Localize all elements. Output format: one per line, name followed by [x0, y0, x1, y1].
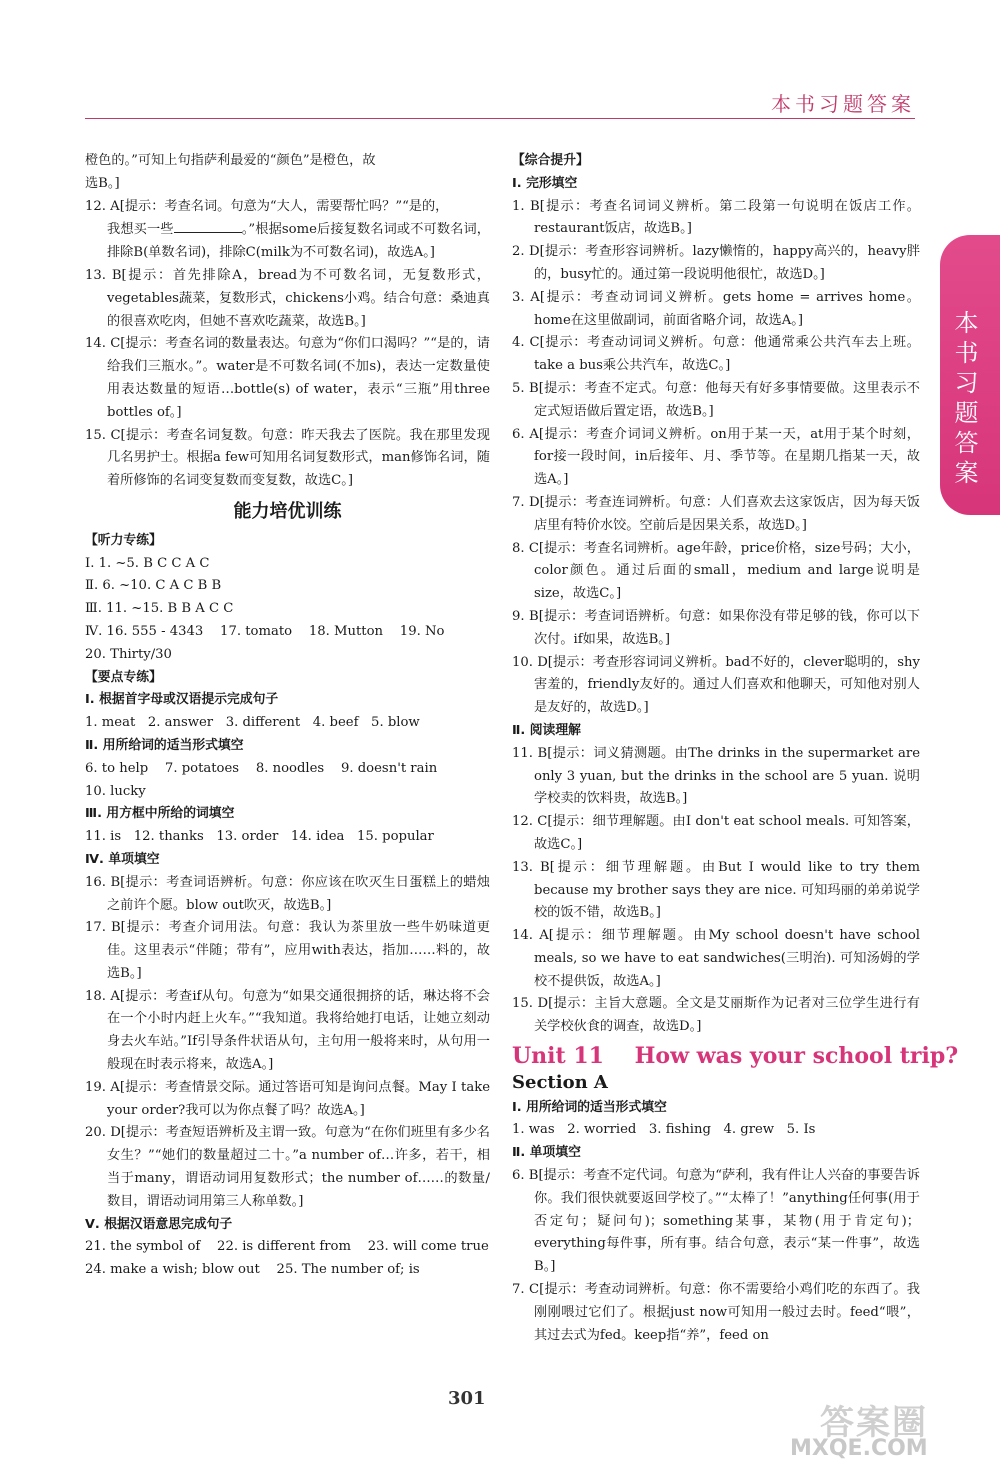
unit-answer-6: 6. B[提示：考查不定代词。句意为“萨利，我有件让人兴奋的事要告诉你。我们很快就要返回学校了。”“太棒了！”anything任何事(用于否定句；疑问句)；something某事，某物(用于肯定句)；everything每件事，所有事。结合句意，表示“某一件事”，故选B。]	[512, 1168, 920, 1275]
key-part-2-heading: Ⅱ. 用所给词的适当形式填空	[85, 737, 244, 753]
continued-text-2: 选B。]	[85, 175, 120, 191]
listening-5: 20. Thirty/30	[85, 646, 172, 662]
cloze-answer-7: 7. D[提示：考查连词辨析。句意：人们喜欢去这家饭店，因为每天饭店里有特价水饺。空前后是因果关系，故选D。]	[512, 494, 920, 533]
listening-1: Ⅰ. 1. ~5. B C C A C	[85, 555, 210, 571]
cloze-answer-6: 6. A[提示：考查介词词义辨析。on用于某一天，at用于某个时刻，for接一段时间，in后接年、月、季节等。在星期几指某一天，故选A。]	[512, 426, 920, 488]
cloze-answer-10: 10. D[提示：考查形容词词义辨析。bad不好的，clever聪明的，shy害羞的，friendly友好的。通过人们喜欢和他聊天，可知他对别人是友好的，故选D。]	[512, 654, 920, 716]
reading-answer-14: 14. A[提示：细节理解题。由My school doesn't have school meals, so we have to eat sandwiches(三明治). 可知汤姆的学校不提供饭，故选A。]	[512, 928, 920, 989]
unit-answer-7: 7. C[提示：考查动词辨析。句意：你不需要给小鸡们吃的东西了。我刚刚喂过它们了。根据just now可知用一般过去时。feed“喂”，其过去式为fed。keep指“养”，feed on	[512, 1282, 920, 1343]
key-part-3-heading: Ⅲ. 用方框中所给的词填空	[85, 806, 235, 822]
key-part-3: 11. is 12. thanks 13. order 14. idea 15. popular	[85, 829, 434, 845]
reading-answer-12: 12. C[提示：细节理解题。由I don't eat school meals. 可知答案，故选C。]	[512, 814, 920, 852]
section-heading: 能力培优训练	[233, 500, 342, 522]
answer-17: 17. B[提示：考查介词用法。句意：我认为茶里放一些牛奶味道更佳。这里表示“伴随；带有”，应用with表达，指加……料的，故选B。]	[85, 920, 490, 981]
cloze-answer-8: 8. C[提示：考查名词辨析。age年龄，price价格，size号码；大小，color颜色。通过后面的small，medium and large说明是size，故选C。]	[512, 540, 920, 602]
continued-text-1: 橙色的。”可知上句指萨利最爱的“颜色”是橙色，故	[85, 153, 376, 168]
key-points-heading: 【要点专练】	[85, 669, 162, 685]
reading-answer-13: 13. B[提示：细节理解题。由But I would like to try them because my brother says they are nice. 可知玛丽的弟弟说学校的饭不错，故选B。]	[512, 859, 920, 921]
key-part-5-heading: Ⅴ. 根据汉语意思完成句子	[85, 1216, 233, 1232]
reading-heading: Ⅱ. 阅读理解	[512, 722, 581, 738]
cloze-answer-9: 9. B[提示：考查词语辨析。句意：如果你没有带足够的钱，你可以下次付。if如果，故选B。]	[512, 608, 920, 647]
cloze-heading: Ⅰ. 完形填空	[512, 175, 578, 191]
cloze-answer-5: 5. B[提示：考查不定式。句意：他每天有好多事情要做。这里表示不定式短语做后置定语，故选B。]	[512, 380, 920, 419]
unit-part-2-heading: Ⅱ. 单项填空	[512, 1145, 581, 1161]
unit-title: Unit 11 How was your school trip?	[512, 1043, 959, 1070]
key-part-1-heading: Ⅰ. 根据首字母或汉语提示完成句子	[85, 692, 279, 708]
cloze-answer-3: 3. A[提示：考查动词词义辨析。gets home = arrives home。home在这里做副词，前面省略介词，故选A。]	[512, 289, 920, 328]
cloze-answer-1: 1. B[提示：考查名词词义辨析。第二段第一句说明在饭店工作。restaurant饭店，故选B。]	[512, 198, 920, 237]
listening-4: Ⅳ. 16. 555 - 4343 17. tomato 18. Mutton 19. No	[85, 623, 445, 639]
answer-13: 13. B[提示：首先排除A，bread为不可数名词，无复数形式，vegetables蔬菜，复数形式，chickens小鸡。结合句意：桑迪真的很喜欢吃肉，但她不喜欢吃蔬菜，故选B。]	[85, 267, 490, 329]
unit-part-1-heading: Ⅰ. 用所给词的适当形式填空	[512, 1099, 667, 1115]
reading-answer-15: 15. D[提示：主旨大意题。全文是艾丽斯作为记者对三位学生进行有关学校伙食的调查，故选D。]	[512, 996, 920, 1035]
cloze-answer-4: 4. C[提示：考查动词词义辨析。句意：他通常乘公共汽车去上班。take a bus乘公共汽车，故选C。]	[512, 335, 920, 374]
watermark-url: MXQE.COM	[790, 1436, 928, 1461]
key-part-4-heading: Ⅳ. 单项填空	[85, 851, 160, 867]
fill-blank	[174, 218, 242, 233]
right-column	[512, 150, 959, 1347]
comprehensive-heading: 【综合提升】	[512, 153, 589, 168]
answer-12	[85, 196, 490, 265]
answer-15: 15. C[提示：考查名词复数。句意：昨天我去了医院。我在那里发现几名男护士。根据a few可知用名词复数形式，man修饰名词，随着所修饰的名词变复数而变复数，故选C。]	[85, 427, 490, 489]
reading-answer-11: 11. B[提示：词义猜测题。由The drinks in the supermarket are only 3 yuan, but the drinks in the school are 5 yuan. 说明学校卖的饮料贵，故选B。]	[512, 745, 920, 807]
answer-19: 19. A[提示：考查情景交际。通过答语可知是询问点餐。May I take your order?我可以为你点餐了吗？故选A。]	[85, 1079, 490, 1118]
running-header: 本书习题答案	[771, 92, 915, 116]
answer-14: 14. C[提示：考查名词的数量表达。句意为“你们口渴吗？”“是的，请给我们三瓶水。”。water是不可数名词(不加s)，表达一定数量使用表达数量的短语…bottle(s) of water，表示“三瓶”用three bottles of。]	[85, 336, 490, 420]
key-part-5a: 21. the symbol of 22. is different from 23. will come true	[85, 1239, 489, 1255]
answer-16: 16. B[提示：考查词语辨析。句意：你应该在吹灭生日蛋糕上的蜡烛之前许个愿。blow out吹灭，故选B。]	[85, 874, 490, 913]
side-tab-label: 本书习题答案	[950, 310, 978, 490]
watermark-logo: 答案圈	[820, 1403, 928, 1443]
listening-2: Ⅱ. 6. ~10. C A C B B	[85, 578, 222, 594]
key-part-1: 1. meat 2. answer 3. different 4. beef 5. blow	[85, 715, 420, 731]
key-part-5b: 24. make a wish; blow out 25. The number of; is	[85, 1262, 420, 1278]
listening-heading: 【听力专练】	[85, 532, 162, 548]
answer-12-b: 我想买一些	[107, 222, 174, 238]
answer-20: 20. D[提示：考查短语辨析及主谓一致。句意为“在你们班里有多少名女生？”“她们的数量超过二十。”a number of…许多，若干，相当于many，谓语动词用复数形式；the number of……的数量/数目，谓语动词用第三人称单数。]	[85, 1125, 490, 1209]
key-part-2b: 10. lucky	[85, 783, 146, 799]
unit-part-1: 1. was 2. worried 3. fishing 4. grew 5. Is	[512, 1122, 816, 1138]
key-part-2a: 6. to help 7. potatoes 8. noodles 9. doesn't rain	[85, 760, 438, 776]
cloze-answer-2: 2. D[提示：考查形容词辨析。lazy懒惰的，happy高兴的，heavy胖的，busy忙的。通过第一段说明他很忙，故选D。]	[512, 244, 920, 282]
page-number: 301	[448, 1388, 486, 1409]
answer-18: 18. A[提示：考查if从句。句意为“如果交通很拥挤的话，琳达将不会在一个小时内赶上火车。”“我知道。我将给她打电话，让她立刻动身去火车站。”If引导条件状语从句，主句用一般将来时，从句用一般现在时表示将来，故选A。]	[85, 988, 490, 1073]
listening-3: Ⅲ. 11. ~15. B B A C C	[85, 601, 234, 617]
left-column	[85, 150, 490, 1282]
header-rule	[85, 118, 915, 119]
section-title: Section A	[512, 1071, 608, 1093]
answer-12-a: 12. A[提示：考查名词。句意为“大人，需要帮忙吗？”“是的，	[85, 198, 449, 214]
answer-12-c: 。”根据some后接复数名词或不可数名词，排除B(单数名词)，排除C(milk为不可数名词)，故选A。]	[107, 222, 490, 261]
